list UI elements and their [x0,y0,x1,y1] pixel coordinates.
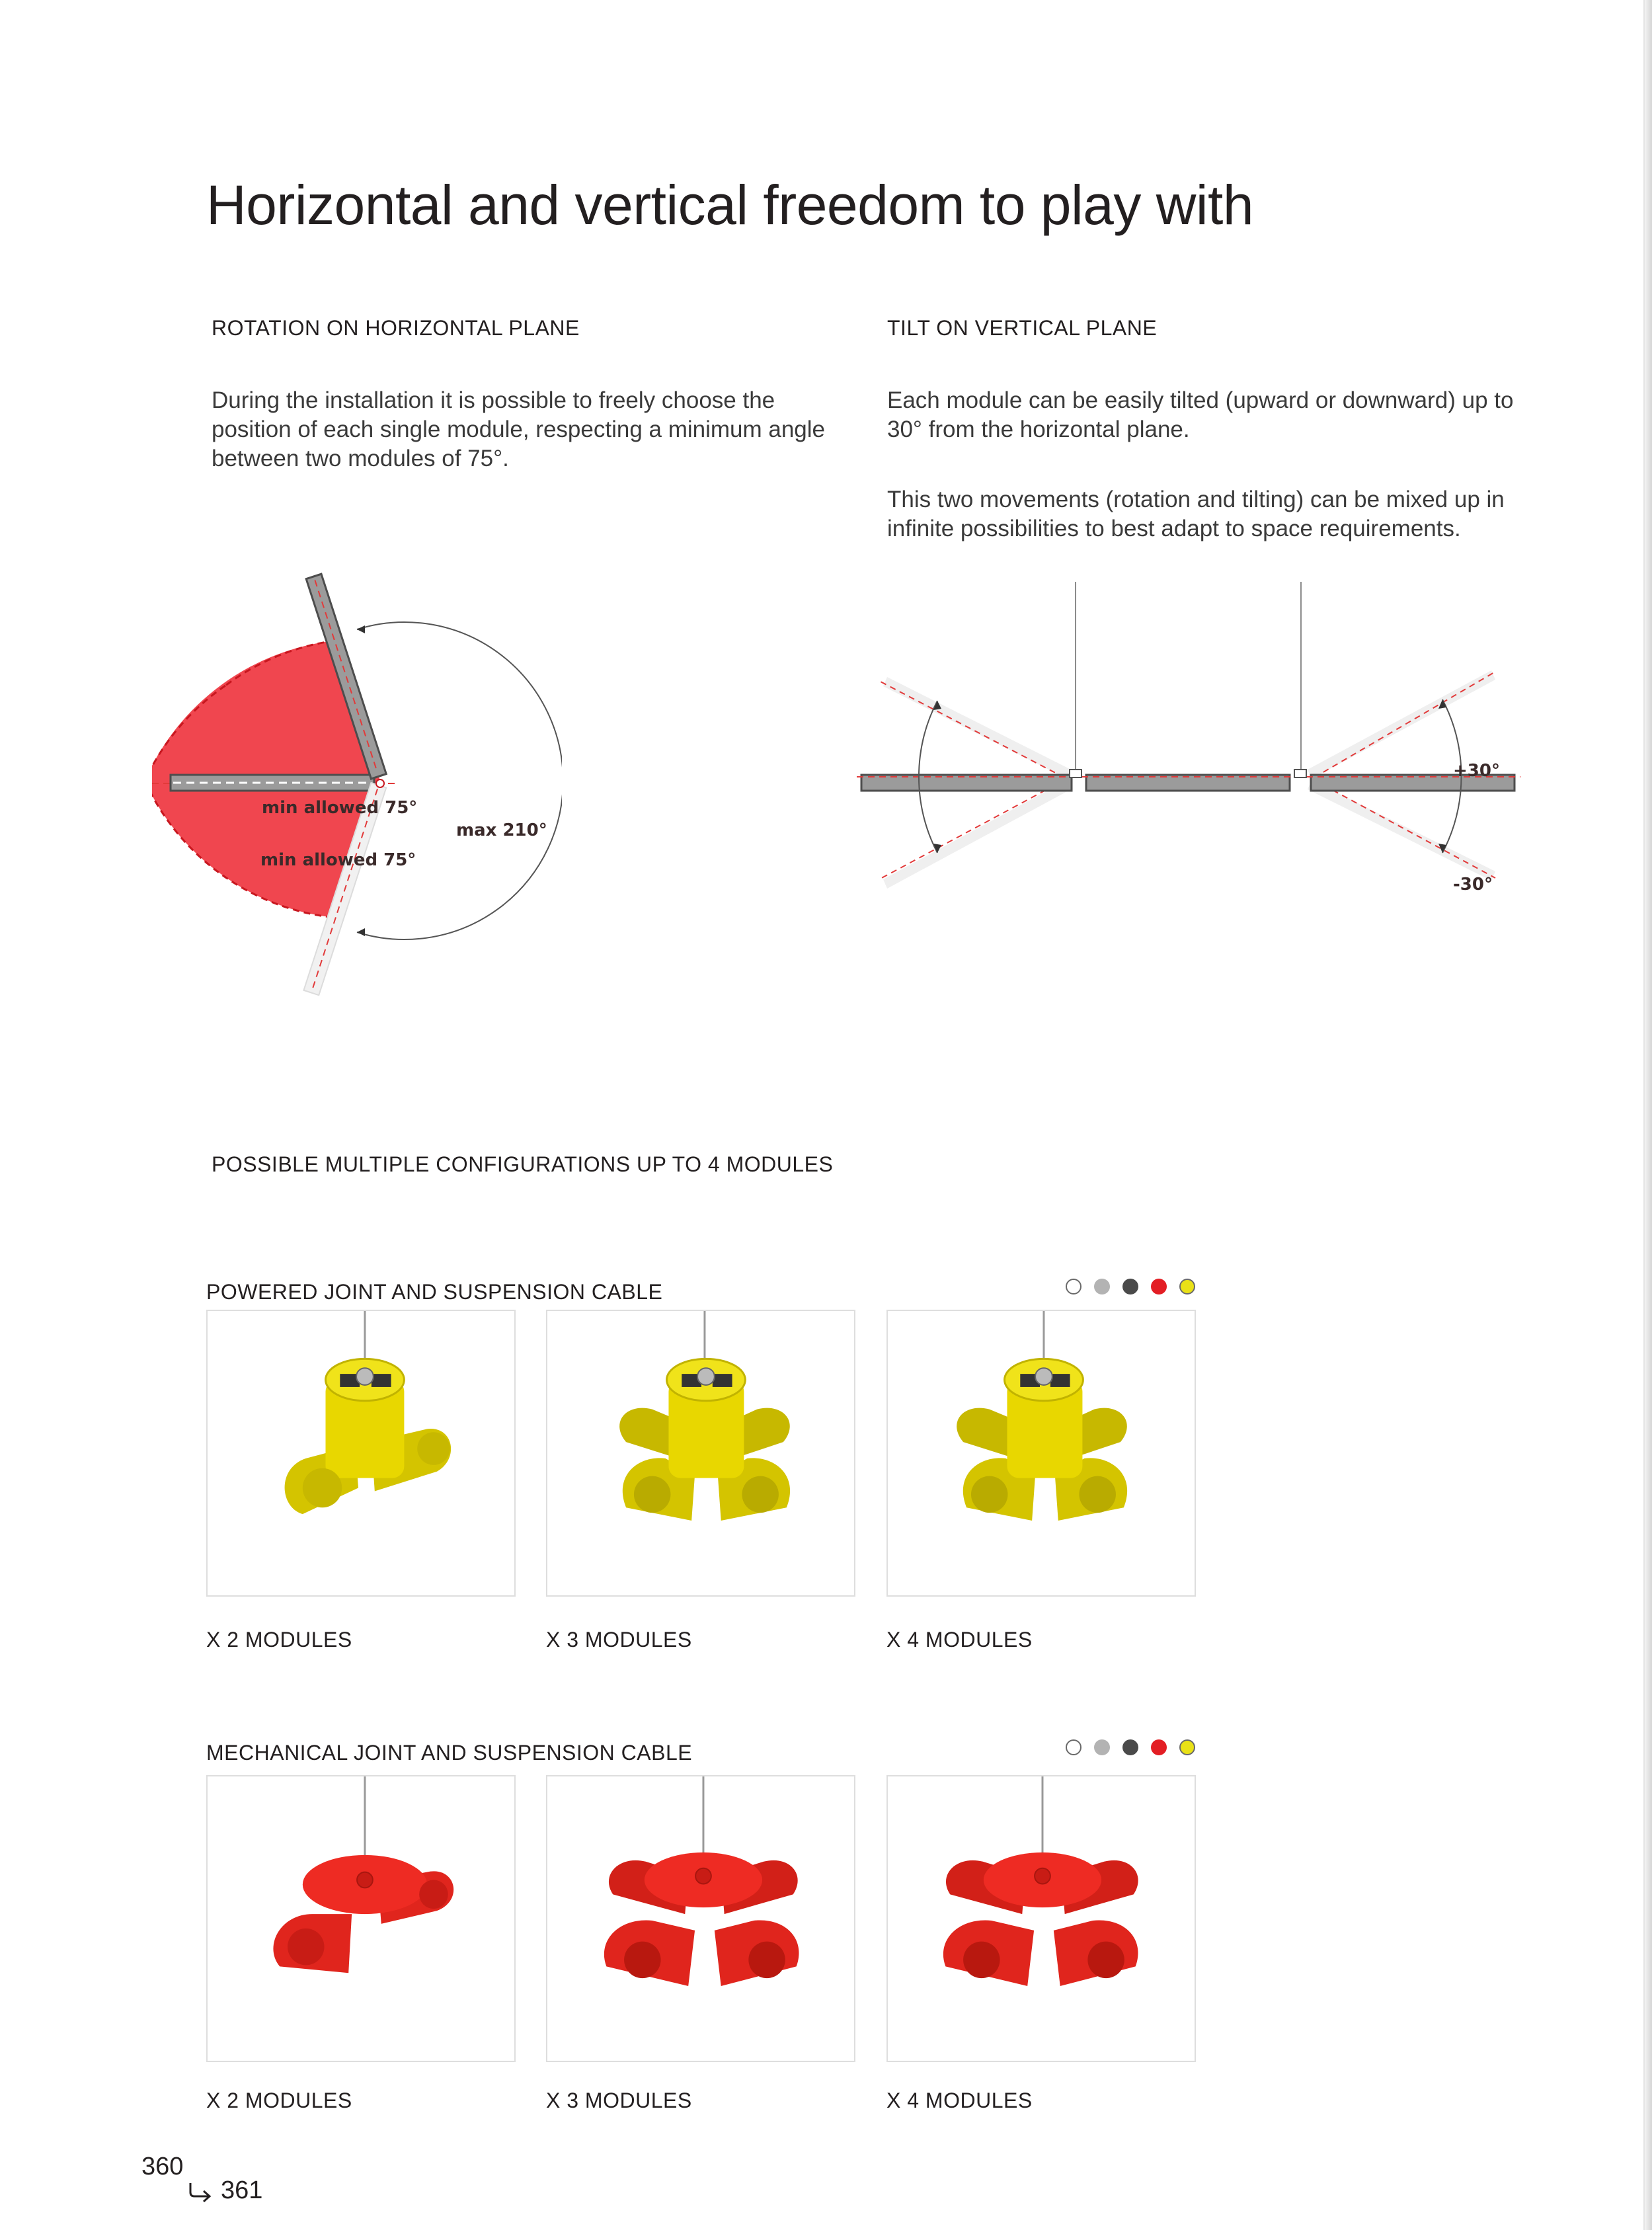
swatch-red [1151,1739,1167,1755]
tilt-heading: TILT ON VERTICAL PLANE [887,316,1158,340]
page-edge-shadow [1645,0,1652,2230]
module-bar-horizontal [171,775,374,791]
mechanical-joint-x3-image [546,1775,855,2062]
max-angle-arc [357,622,562,939]
min-angle-label-top: min allowed 75° [262,798,418,818]
swatch-yellow [1179,1739,1195,1755]
swatch-white [1066,1279,1082,1294]
swatch-white [1066,1739,1082,1755]
tilt-up-label: +30° [1453,761,1500,781]
powered-x2-label: X 2 MODULES [206,1628,352,1652]
swatch-grey [1094,1279,1110,1294]
tilt-mix-description: This two movements (rotation and tilting) can be mixed up in infinite possibilities to best adapt to space requirements. [887,487,1505,541]
powered-joint-x2-image [206,1310,516,1597]
mechanical-x3-label: X 3 MODULES [546,2089,692,2112]
rotation-description: During the installation it is possible to freely choose the position of each single module, respecting a minimum angle between two modules of 75°. [212,387,826,471]
swatch-dark-grey [1122,1739,1138,1755]
powered-joint-x3-image [546,1310,855,1597]
tilt-diagram [853,575,1534,899]
powered-color-swatches [1066,1279,1195,1294]
mechanical-joint-x2-image [206,1775,516,2062]
configurations-heading: POSSIBLE MULTIPLE CONFIGURATIONS UP TO 4 MODULES [212,1152,834,1176]
mechanical-color-swatches [1066,1739,1195,1755]
tilt-down-label: -30° [1453,875,1493,895]
swatch-red [1151,1279,1167,1294]
powered-heading: POWERED JOINT AND SUSPENSION CABLE [206,1280,663,1304]
page-title: Horizontal and vertical freedom to play with [206,174,1254,236]
next-page-arrow-icon[interactable] [188,2180,214,2204]
swatch-grey [1094,1739,1110,1755]
powered-x4-label: X 4 MODULES [886,1628,1033,1652]
rotation-heading: ROTATION ON HORIZONTAL PLANE [212,316,580,340]
powered-x3-label: X 3 MODULES [546,1628,692,1652]
tilt-description: Each module can be easily tilted (upward or downward) up to 30° from the horizontal plane. [887,387,1514,442]
mechanical-x4-label: X 4 MODULES [886,2089,1033,2112]
page-number: 360 [141,2153,184,2180]
next-page-link[interactable]: 361 [221,2176,263,2204]
mechanical-x2-label: X 2 MODULES [206,2089,352,2112]
mechanical-heading: MECHANICAL JOINT AND SUSPENSION CABLE [206,1741,693,1765]
min-angle-label-bottom: min allowed 75° [260,850,416,870]
swatch-dark-grey [1122,1279,1138,1294]
max-angle-label: max 210° [456,820,547,840]
mechanical-joint-x4-image [886,1775,1196,2062]
rotation-diagram [152,555,562,1012]
swatch-yellow [1179,1279,1195,1294]
powered-joint-x4-image [886,1310,1196,1597]
